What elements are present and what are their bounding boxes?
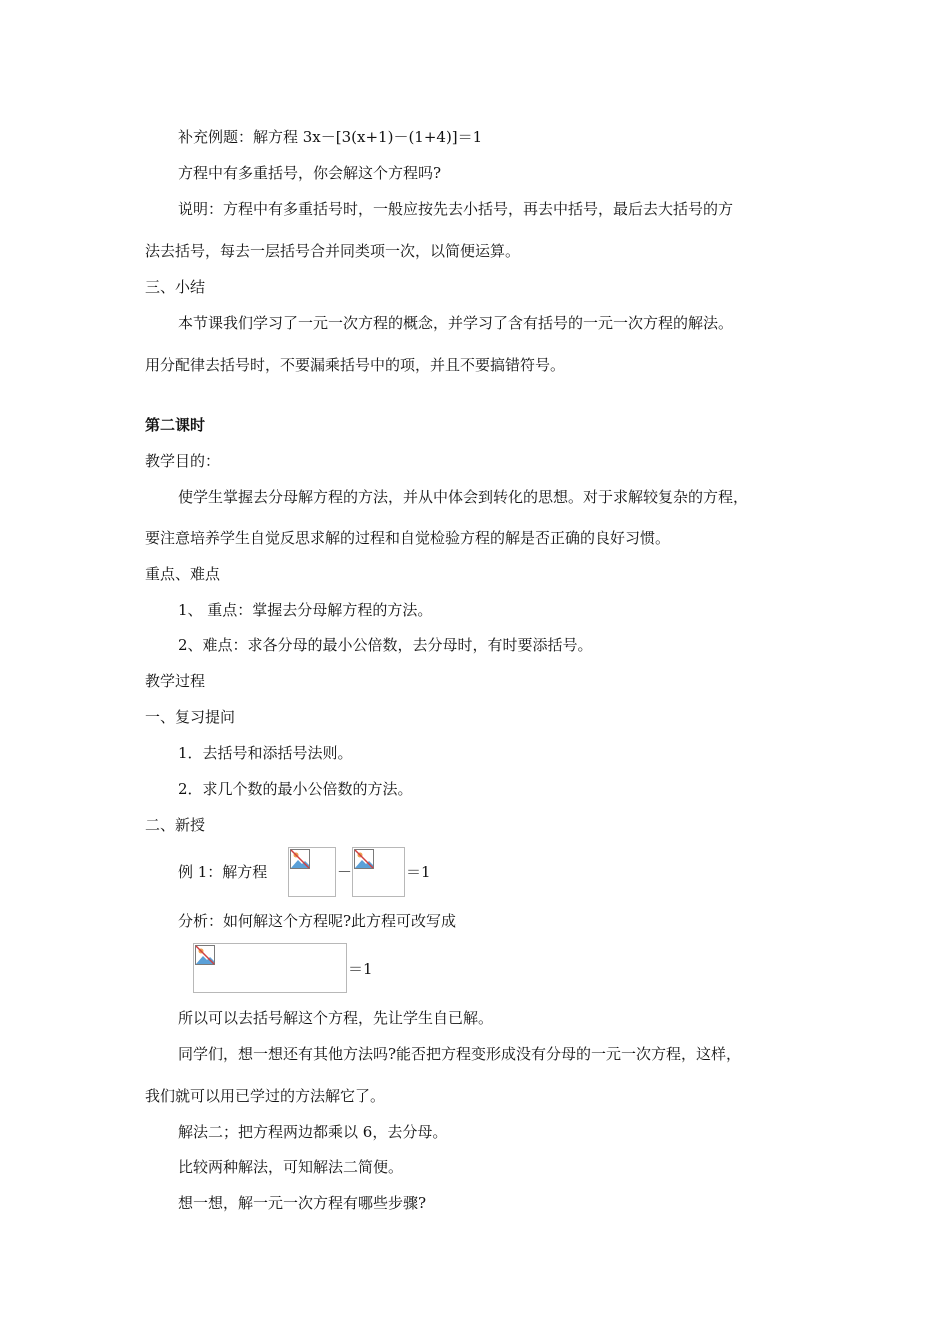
broken-image-icon: [195, 945, 215, 965]
broken-image-icon: [354, 849, 374, 869]
equation-image: [193, 943, 347, 993]
minus-sign: －: [337, 863, 353, 881]
list-item: 2．求几个数的最小公倍数的方法。: [178, 780, 413, 798]
equals-one: ＝1: [406, 863, 431, 881]
paragraph-line: 我们就可以用已学过的方法解它了。: [145, 1087, 386, 1105]
paragraph-line: 比较两种解法，可知解法二简便。: [178, 1158, 404, 1176]
paragraph-line: 使学生掌握去分母解方程的方法，并从中体会到转化的思想。对于求解较复杂的方程，: [178, 488, 749, 506]
equation-image: [288, 847, 336, 897]
paragraph-line: 想一想，解一元一次方程有哪些步骤?: [178, 1194, 427, 1212]
supplementary-example: 补充例题：解方程 3x－[3(x+1)－(1+4)]＝1: [178, 128, 483, 146]
section-heading-new: 二、新授: [145, 816, 206, 834]
key-points-label: 重点、难点: [145, 565, 221, 583]
paragraph-line: 要注意培养学生自觉反思求解的过程和自觉检验方程的解是否正确的良好习惯。: [145, 529, 671, 547]
paragraph-line: 同学们，想一想还有其他方法吗?能否把方程变形成没有分母的一元一次方程，这样，: [178, 1045, 742, 1063]
equation-image: [352, 847, 405, 897]
paragraph-line: 用分配律去括号时，不要漏乘括号中的项，并且不要搞错符号。: [145, 356, 566, 374]
list-item: 2、难点：求各分母的最小公倍数，去分母时，有时要添括号。: [178, 636, 593, 654]
paragraph-line: 本节课我们学习了一元一次方程的概念，并学习了含有括号的一元一次方程的解法。: [178, 314, 734, 332]
equals-one: ＝1: [348, 960, 373, 978]
list-item: 1、 重点：掌握去分母解方程的方法。: [178, 601, 433, 619]
teaching-goal-label: 教学目的：: [145, 452, 221, 470]
paragraph-line: 解法二；把方程两边都乘以 6，去分母。: [178, 1123, 448, 1141]
list-item: 1．去括号和添括号法则。: [178, 744, 353, 762]
broken-image-icon: [290, 849, 310, 869]
teaching-process-label: 教学过程: [145, 672, 206, 690]
paragraph-line: 所以可以去括号解这个方程，先让学生自已解。: [178, 1009, 494, 1027]
paragraph-line: 法去括号，每去一层括号合并同类项一次，以简便运算。: [145, 242, 521, 260]
example-1-label: 例 1：解方程: [178, 863, 268, 881]
lesson-heading: 第二课时: [145, 416, 206, 434]
section-heading-review: 一、复习提问: [145, 708, 236, 726]
analysis-line: 分析：如何解这个方程呢?此方程可改写成: [178, 912, 457, 930]
paragraph-line: 方程中有多重括号，你会解这个方程吗?: [178, 164, 442, 182]
paragraph-line: 说明：方程中有多重括号时，一般应按先去小括号，再去中括号，最后去大括号的方: [178, 200, 734, 218]
section-heading-summary: 三、小结: [145, 278, 206, 296]
